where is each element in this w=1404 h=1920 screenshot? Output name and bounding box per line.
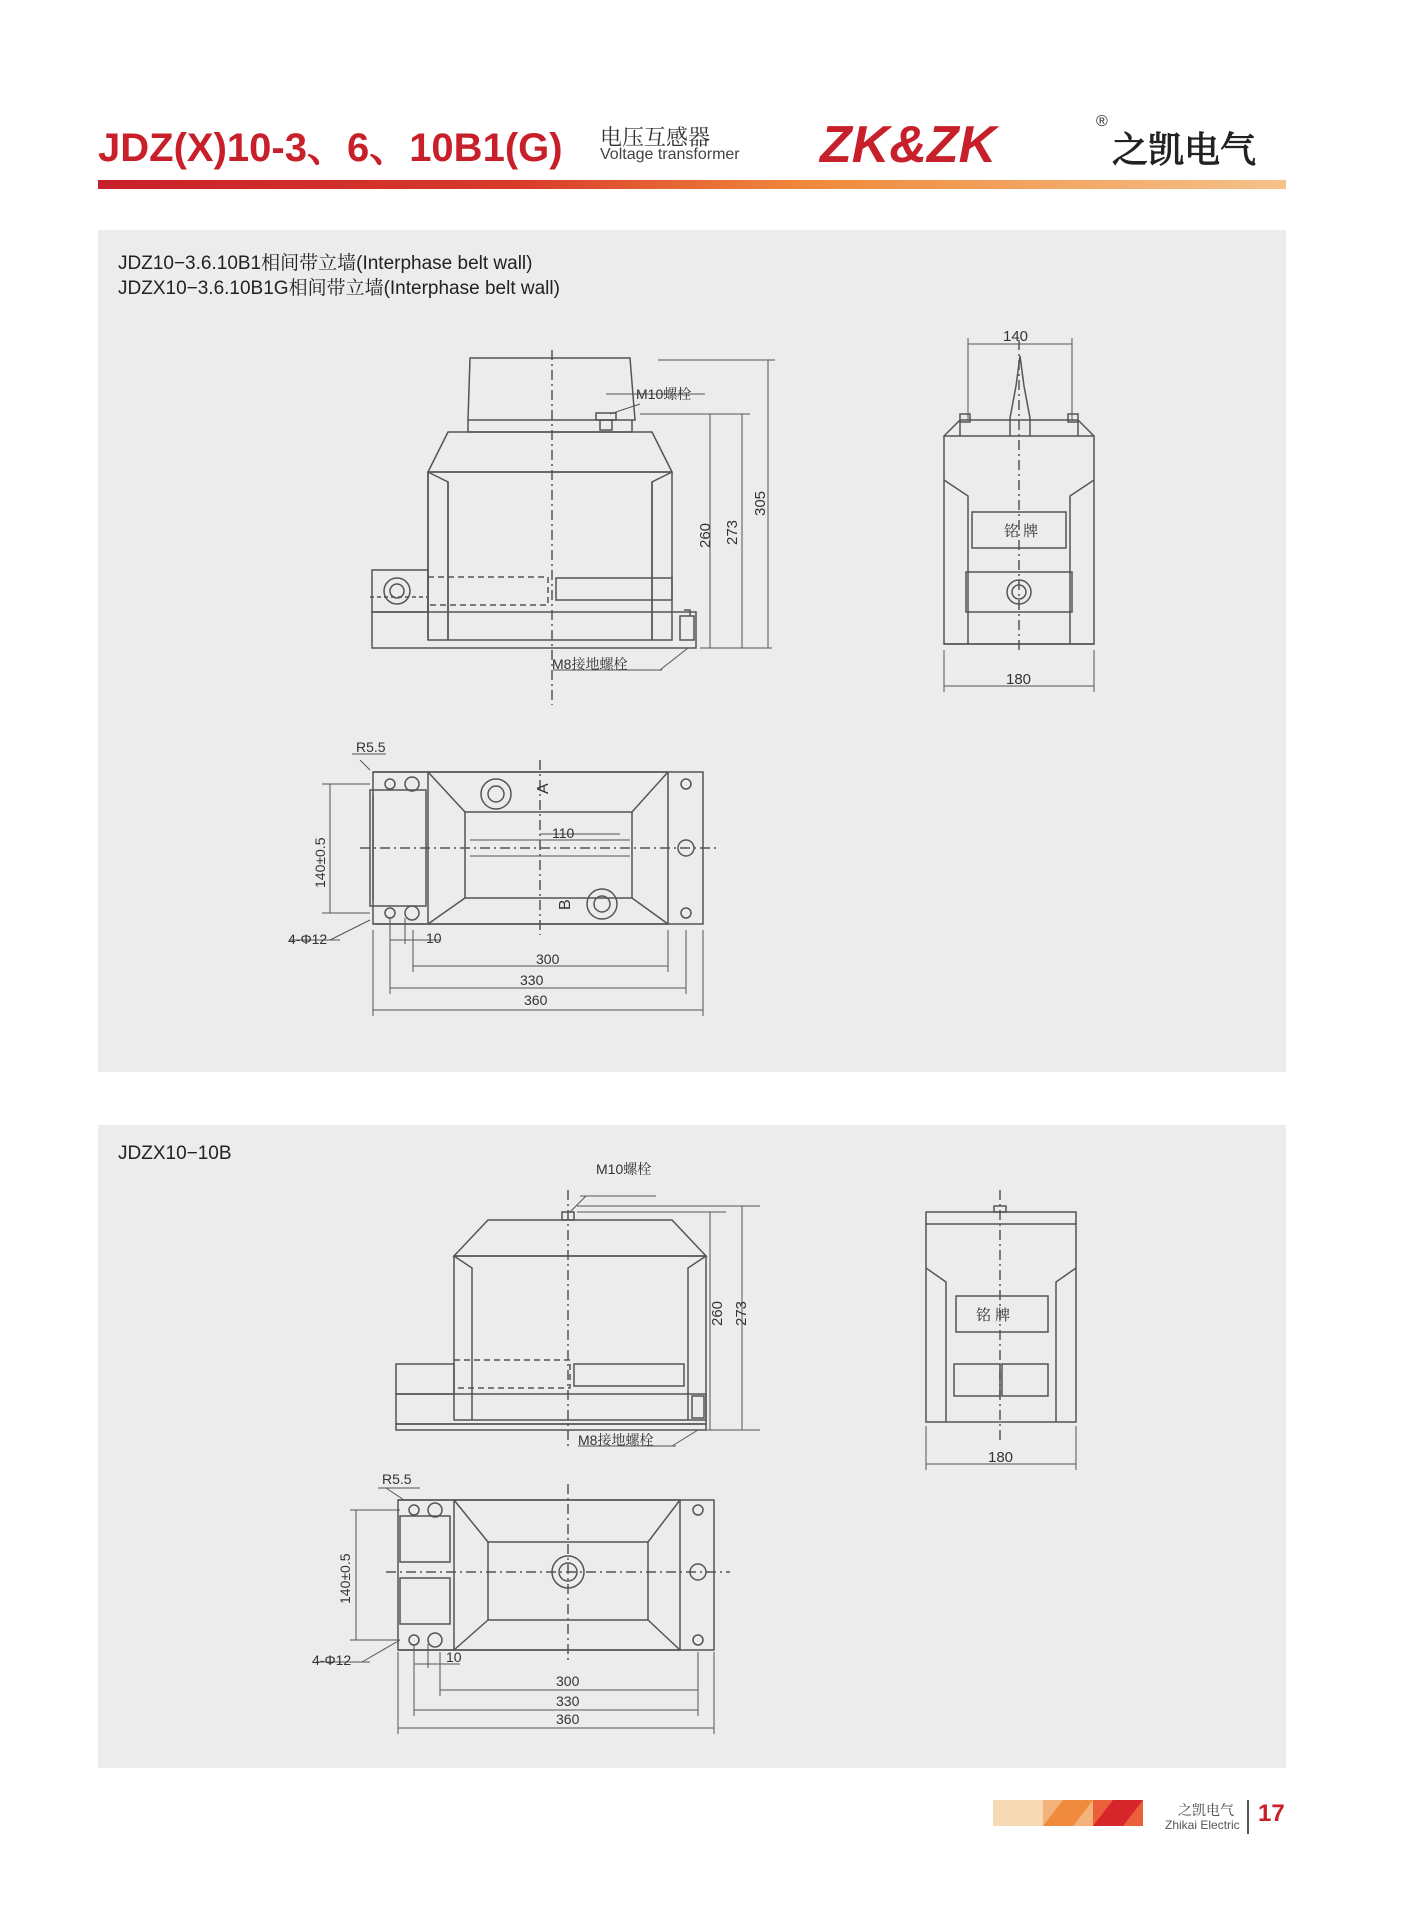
s1-plan-view — [288, 739, 720, 1016]
s2-ground-label: M8接地螺栓 — [578, 1432, 654, 1448]
s1-plan-d360: 360 — [524, 992, 548, 1008]
s1-plan-holes: 4-Φ12 — [288, 931, 328, 947]
s2-plan-radius: R5.5 — [382, 1471, 412, 1487]
s2-plan-offset: 10 — [446, 1649, 462, 1665]
footer-brand-cn: 之凯电气 — [1178, 1802, 1234, 1818]
s2-plan-holes: 4-Φ12 — [312, 1652, 352, 1668]
s1-nameplate: 铭 牌 — [1004, 523, 1039, 540]
page-subtitle-cn: 电压互感器 — [600, 125, 711, 150]
s2-plan-d300: 300 — [556, 1673, 580, 1689]
page-title: JDZ(X)10-3、6、10B1(G) — [98, 126, 563, 170]
s1-plan-inner: 110 — [552, 825, 575, 841]
s1-plan-radius: R5.5 — [356, 739, 386, 755]
section2-caption: JDZX10−10B — [118, 1143, 232, 1164]
section1-caption-1: JDZ10−3.6.10B1相间带立墙(Interphase belt wall) — [118, 253, 533, 274]
s2-side-view — [926, 1190, 1076, 1470]
s2-bolt-label: M10螺栓 — [596, 1161, 652, 1177]
s1-dim-260: 260 — [697, 522, 714, 548]
s2-plan-view — [312, 1471, 730, 1734]
s1-plan-d330: 330 — [520, 972, 544, 988]
s1-side-dim-140: 140 — [1003, 328, 1029, 345]
s1-terminal-a: A — [535, 783, 552, 794]
s2-side-dim-180: 180 — [988, 1449, 1014, 1466]
s1-dim-273: 273 — [724, 519, 741, 545]
s1-plan-width: 140±0.5 — [312, 837, 328, 888]
s1-bolt-label: M10螺栓 — [636, 386, 692, 402]
s2-plan-d360: 360 — [556, 1711, 580, 1727]
s1-side-dim-180: 180 — [1006, 671, 1032, 688]
footer-color-strip — [993, 1800, 1143, 1826]
footer-brand-en: Zhikai Electric — [1165, 1818, 1240, 1832]
page-subtitle-en: Voltage transformer — [600, 146, 740, 163]
s2-dim-260: 260 — [709, 1300, 726, 1326]
s2-dim-273: 273 — [733, 1300, 750, 1326]
brand-name-cn: 之凯电气 — [1112, 129, 1257, 170]
s1-front-view — [370, 350, 775, 705]
registered-mark: ® — [1096, 113, 1108, 130]
footer-separator — [1247, 1800, 1249, 1834]
s1-plan-d300: 300 — [536, 951, 560, 967]
brand-logo-text: ZK&ZK — [820, 116, 997, 170]
s2-nameplate: 铭 牌 — [976, 1307, 1011, 1324]
section1-caption-2: JDZX10−3.6.10B1G相间带立墙(Interphase belt wall) — [118, 278, 560, 299]
page-number: 17 — [1258, 1800, 1285, 1827]
s1-side-view — [944, 328, 1094, 692]
s1-ground-label: M8接地螺栓 — [552, 656, 628, 672]
s1-dim-305: 305 — [752, 490, 769, 516]
s1-terminal-b: B — [557, 899, 574, 910]
s2-plan-d330: 330 — [556, 1693, 580, 1709]
s1-plan-offset: 10 — [426, 930, 442, 946]
s2-front-view — [396, 1161, 760, 1450]
s2-plan-width: 140±0.5 — [337, 1553, 353, 1604]
